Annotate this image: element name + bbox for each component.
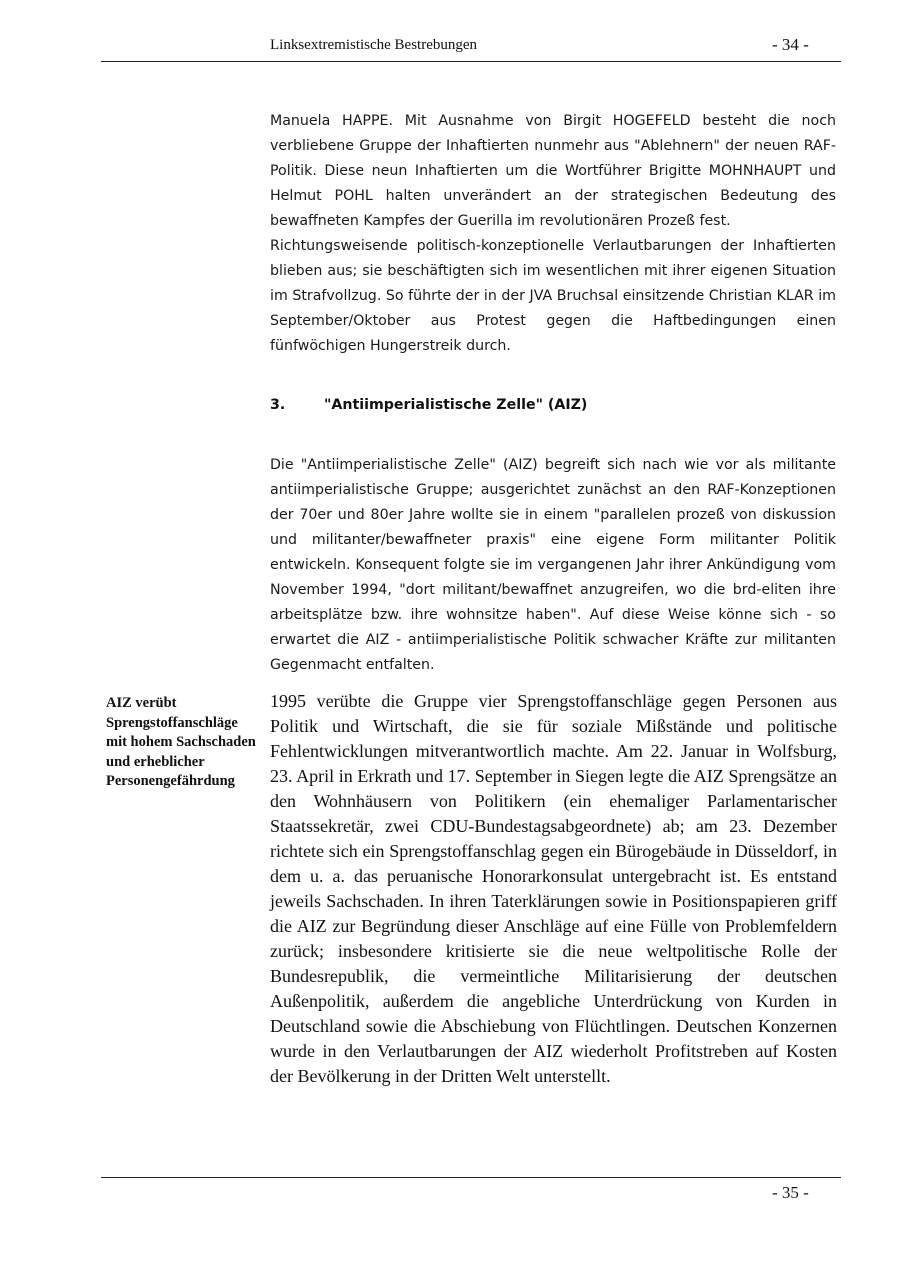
section-heading	[270, 397, 587, 413]
section-number: 3.	[270, 397, 286, 413]
page-number-bottom: - 35 -	[772, 1183, 809, 1202]
section-paragraph: Die "Antiimperialistische Zelle" (AIZ) begreift sich nach wie vor als militante antiimperialistische Gruppe; ausgerichtet zunächst an den RAF-Konzeptionen der 70er und 80er Jahre wollte sie in einem "parallelen prozeß von diskussion und militanter/bewaffneter praxis" eine eigene Form militanter Politik entwickeln. Konsequent folgte sie im vergangenen Jahr ihrer Ankündigung vom November 1994, "dort militant/bewaffnet anzugreifen, wo die brd-eliten ihre arbeitsplätze bzw. ihre wohnsitze haben". Auf diese Weise könne sich - so erwartet die AIZ - antiimperialistische Politik schwacher Kräfte zur militanten Gegenmacht entfalten.	[270, 457, 836, 673]
page-number-top: - 34 -	[772, 35, 809, 54]
section-title: "Antiimperialistische Zelle" (AIZ)	[324, 397, 588, 413]
intro-text	[270, 109, 836, 359]
footer-rule	[101, 1177, 841, 1178]
section-text	[270, 453, 836, 678]
running-header-title: Linksextremistische Bestrebungen	[270, 37, 478, 53]
header-rule	[101, 61, 841, 62]
intro-paragraph-2: Richtungsweisende politisch-konzeptionelle Verlautbarungen der Inhaftierten blieben aus; sie beschäftigten sich im wesentlichen mit ihrer eigenen Situation im Strafvollzug. So führte der in der JVA Bruchsal einsitzende Christian KLAR im September/Oktober aus Protest gegen die Haftbedingungen einen fünfwöchigen Hungerstreik durch.	[270, 238, 836, 354]
main-paragraph: 1995 verübte die Gruppe vier Sprengstoffanschläge gegen Personen aus Politik und Wirtschaft, die sie für soziale Mißstände und politische Fehlentwicklungen mitverantwortlich machte. Am 22. Januar in Wolfsburg, 23. April in Erkrath und 17. September in Siegen legte die AIZ Sprengsätze an den Wohnhäusern von Politikern (ein ehemaliger Parlamentarischer Staatssekretär, zwei CDU-Bundestagsabgeordnete) ab; am 23. Dezember richtete sich ein Sprengstoffanschlag gegen ein Bürogebäude in Düsseldorf, in dem u. a. das peruanische Honorarkonsulat untergebracht ist. Es entstand jeweils Sachschaden. In ihren Taterklärungen sowie in Positionspapieren griff die AIZ zur Begründung dieser Anschläge auf eine Fülle von Problemfeldern zurück; insbesondere kritisierte sie die neue weltpolitische Rolle der Bundesrepublik, die vermeintliche Militarisierung der deutschen Außenpolitik, außerdem die angebliche Unterdrückung von Kurden in Deutschland sowie die Abschiebung von Flüchtlingen. Deutschen Konzernen wurde in den Verlautbarungen der AIZ wiederholt Profitstreben auf Kosten der Bevölkerung in der Dritten Welt unterstellt.	[270, 691, 837, 1086]
margin-note: AIZ verübt Sprengstoffanschläge mit hohem Sachschaden und erheblicher Personengefährdung	[106, 695, 256, 789]
intro-paragraph-1: Manuela HAPPE. Mit Ausnahme von Birgit HOGEFELD besteht die noch verbliebene Gruppe der Inhaftierten nunmehr aus "Ablehnern" der neuen RAF-Politik. Diese neun Inhaftierten um die Wortführer Brigitte MOHNHAUPT und Helmut POHL halten unverändert an der strategischen Bedeutung des bewaffneten Kampfes der Guerilla im revolutionären Prozeß fest.	[270, 113, 836, 229]
